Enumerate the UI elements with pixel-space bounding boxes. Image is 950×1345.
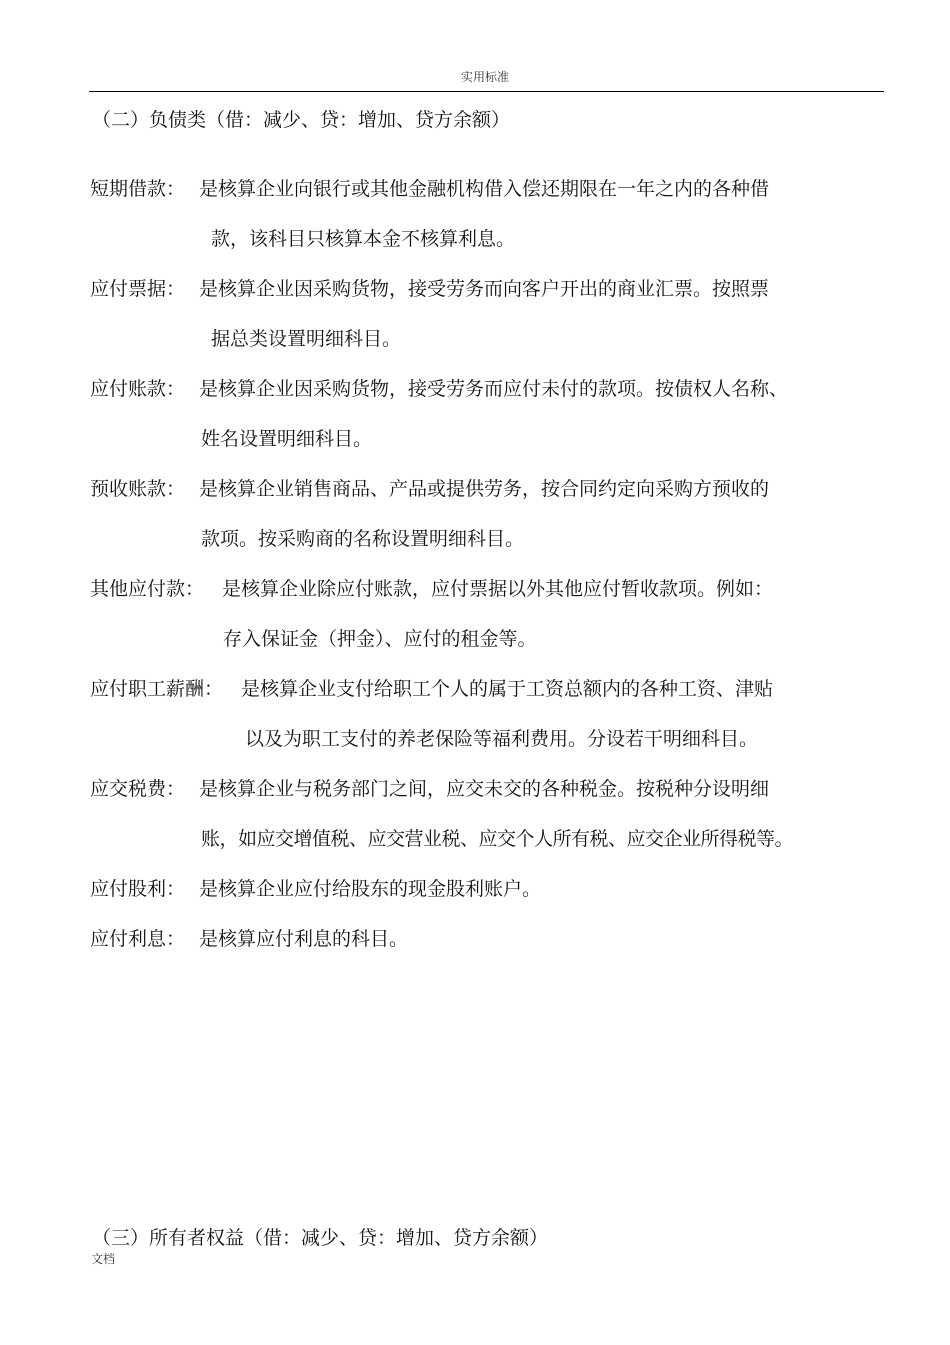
entry-definition-continued: 存入保证金（押金）、应付的租金等。	[223, 628, 537, 650]
section-heading-liabilities: （二）负债类（借：减少、贷：增加、贷方余额）	[92, 109, 511, 131]
entry-definition: 是核算企业与税务部门之间，应交未交的各种税金。按税种分设明细	[199, 778, 770, 800]
entry-definition: 是核算企业因采购货物，接受劳务而应付未付的款项。按债权人名称、	[199, 378, 789, 400]
definition-entry	[90, 474, 770, 550]
entry-definition-continued: 账，如应交增值税、应交营业税、应交个人所有税、应交企业所得税等。	[201, 828, 794, 850]
definition-entry	[90, 274, 770, 350]
entry-term: 其他应付款：	[90, 578, 205, 600]
definition-entry	[90, 774, 794, 850]
definition-entry	[90, 174, 770, 250]
entry-term: 应付利息：	[90, 928, 186, 950]
page-header: 实用标准	[460, 70, 509, 84]
entry-definition: 是核算企业支付给职工个人的属于工资总额内的各种工资、津贴	[241, 678, 774, 700]
entry-definition: 是核算企业向银行或其他金融机构借入偿还期限在一年之内的各种借	[199, 178, 770, 200]
entry-term: 应交税费：	[90, 778, 186, 800]
definition-entry	[90, 574, 774, 650]
entry-term: 短期借款：	[90, 178, 186, 200]
definition-entry	[90, 674, 774, 750]
entry-definition: 是核算企业销售商品、产品或提供劳务，按合同约定向采购方预收的	[199, 478, 770, 500]
definition-entry	[90, 874, 541, 901]
entry-definition-continued: 款项。按采购商的名称设置明细科目。	[201, 528, 525, 550]
entry-term: 应付职工薪酬：	[90, 678, 224, 700]
entry-definition-continued: 姓名设置明细科目。	[201, 428, 373, 450]
entry-term: 应付股利：	[90, 878, 186, 900]
entry-definition: 是核算企业除应付账款，应付票据以外其他应付暂收款项。例如：	[222, 578, 774, 600]
entry-definition-continued: 款，该科目只核算本金不核算利息。	[211, 228, 516, 250]
header-divider	[89, 91, 884, 92]
entry-definition-continued: 以及为职工支付的养老保险等福利费用。分设若干明细科目。	[245, 728, 759, 750]
entry-definition: 是核算企业应付给股东的现金股利账户。	[199, 878, 542, 900]
page-footer: 文档	[91, 1252, 116, 1266]
entry-definition: 是核算企业因采购货物，接受劳务而向客户开出的商业汇票。按照票	[199, 278, 770, 300]
definition-entry	[90, 374, 789, 450]
entry-term: 应付账款：	[90, 378, 186, 400]
entry-term: 应付票据：	[90, 278, 186, 300]
entry-definition: 是核算应付利息的科目。	[199, 928, 409, 950]
entry-definition-continued: 据总类设置明细科目。	[211, 328, 402, 350]
entry-term: 预收账款：	[90, 478, 186, 500]
section-heading-equity: （三）所有者权益（借：减少、贷：增加、贷方余额）	[92, 1227, 549, 1249]
definition-entry	[90, 924, 408, 951]
